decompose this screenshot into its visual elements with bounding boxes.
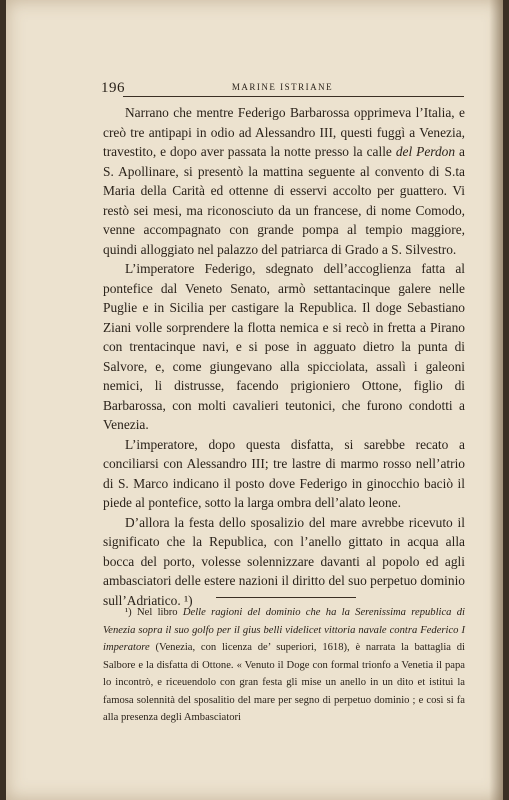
footnote-paragraph — [103, 604, 465, 727]
footnote — [103, 604, 465, 727]
page-gutter-shadow — [489, 0, 503, 800]
paragraph-1-text-a: Narrano che mentre Federigo Barbarossa opprimeva l’Italia, e creò tre antipapi in odio ad Alessandro III, questi fuggì a Venezia, travestito, e dopo aver passata la notte presso la calle — [103, 105, 465, 159]
running-title: MARINE ISTRIANE — [231, 82, 334, 92]
paragraph-1-text-c: a S. Apollinare, si presentò la mattina seguente al convento di S.ta Maria della Carità ed ottenne di esservi accolto per guattero. Vi restò sei mesi, ma riconosciuto da un francese, di nome Comodo, venne accompagnato con grande pompa al tempio maggiore, quindi alloggiato nel palazzo del patriarca di Grado a S. Silvestro. — [103, 144, 465, 257]
header-rule — [123, 96, 464, 97]
footnote-marker: ¹) Nel libro — [125, 607, 183, 618]
page-number: 196 — [101, 80, 125, 96]
paragraph-1 — [103, 103, 465, 259]
book-page — [6, 0, 503, 800]
page-header — [101, 78, 464, 98]
footnote-book-title: Delle ragioni del dominio che ha la Serenissima republica di Venezia sopra il suo golfo per il gius belli videlicet vittoria navale contra Federico I imperatore — [103, 607, 465, 653]
footnote-rule — [216, 597, 356, 598]
paragraph-1-italic: del Perdon — [395, 144, 456, 159]
paragraph-3: L’imperatore, dopo questa disfatta, si sarebbe recato a conciliarsi con Alessandro III; tre lastre di marmo rosso nell’atrio di S. Marco indicano il posto dove Federigo in ginocchio baciò il piede al pontefice, sotto la larga ombra dell’alato leone. — [103, 436, 465, 510]
paragraph-4: D’allora la festa dello sposalizio del mare avrebbe ricevuto il significato che la Republica, con l’anello gittato in acqua alla bocca del porto, volesse solennizzare davanti al popolo ed agli ambasciatori delle estere nazioni il diritto del suo perpetuo dominio sull’Adriatico. ¹) — [103, 514, 465, 608]
footnote-text: (Venezia, con licenza de’ superiori, 1618), è narrata la battaglia di Salbore e la disfatta di Ottone. « Venuto il Doge con formal trionfo a Venetia il papa lo incontrò, e riceuendolo con gran festa gli mise un anello in un dito et istituì la famosa solennità del sposalitio del mare per segno di perpetuo dominio ; e così si fa alla presenza degli Ambasciatori — [103, 642, 465, 723]
main-text — [103, 103, 465, 610]
paragraph-2: L’imperatore Federigo, sdegnato dell’accoglienza fatta al pontefice dal Veneto Senato, armò settantacinque galere nelle Puglie e in Sicilia per castigare la Republica. Il doge Sebastiano Ziani volle sorprendere la flotta nemica e si recò in fretta a Pirano con trentacinque navi, e si pose in agguato dietro la punta di Salvore, e, come giungevano alla spicciolata, assalì i galeoni nemici, li distrusse, facendo prigioniero Ottone, figlio di Barbarossa, con molti cavalieri teutonici, che furono condotti a Venezia. — [103, 261, 465, 432]
